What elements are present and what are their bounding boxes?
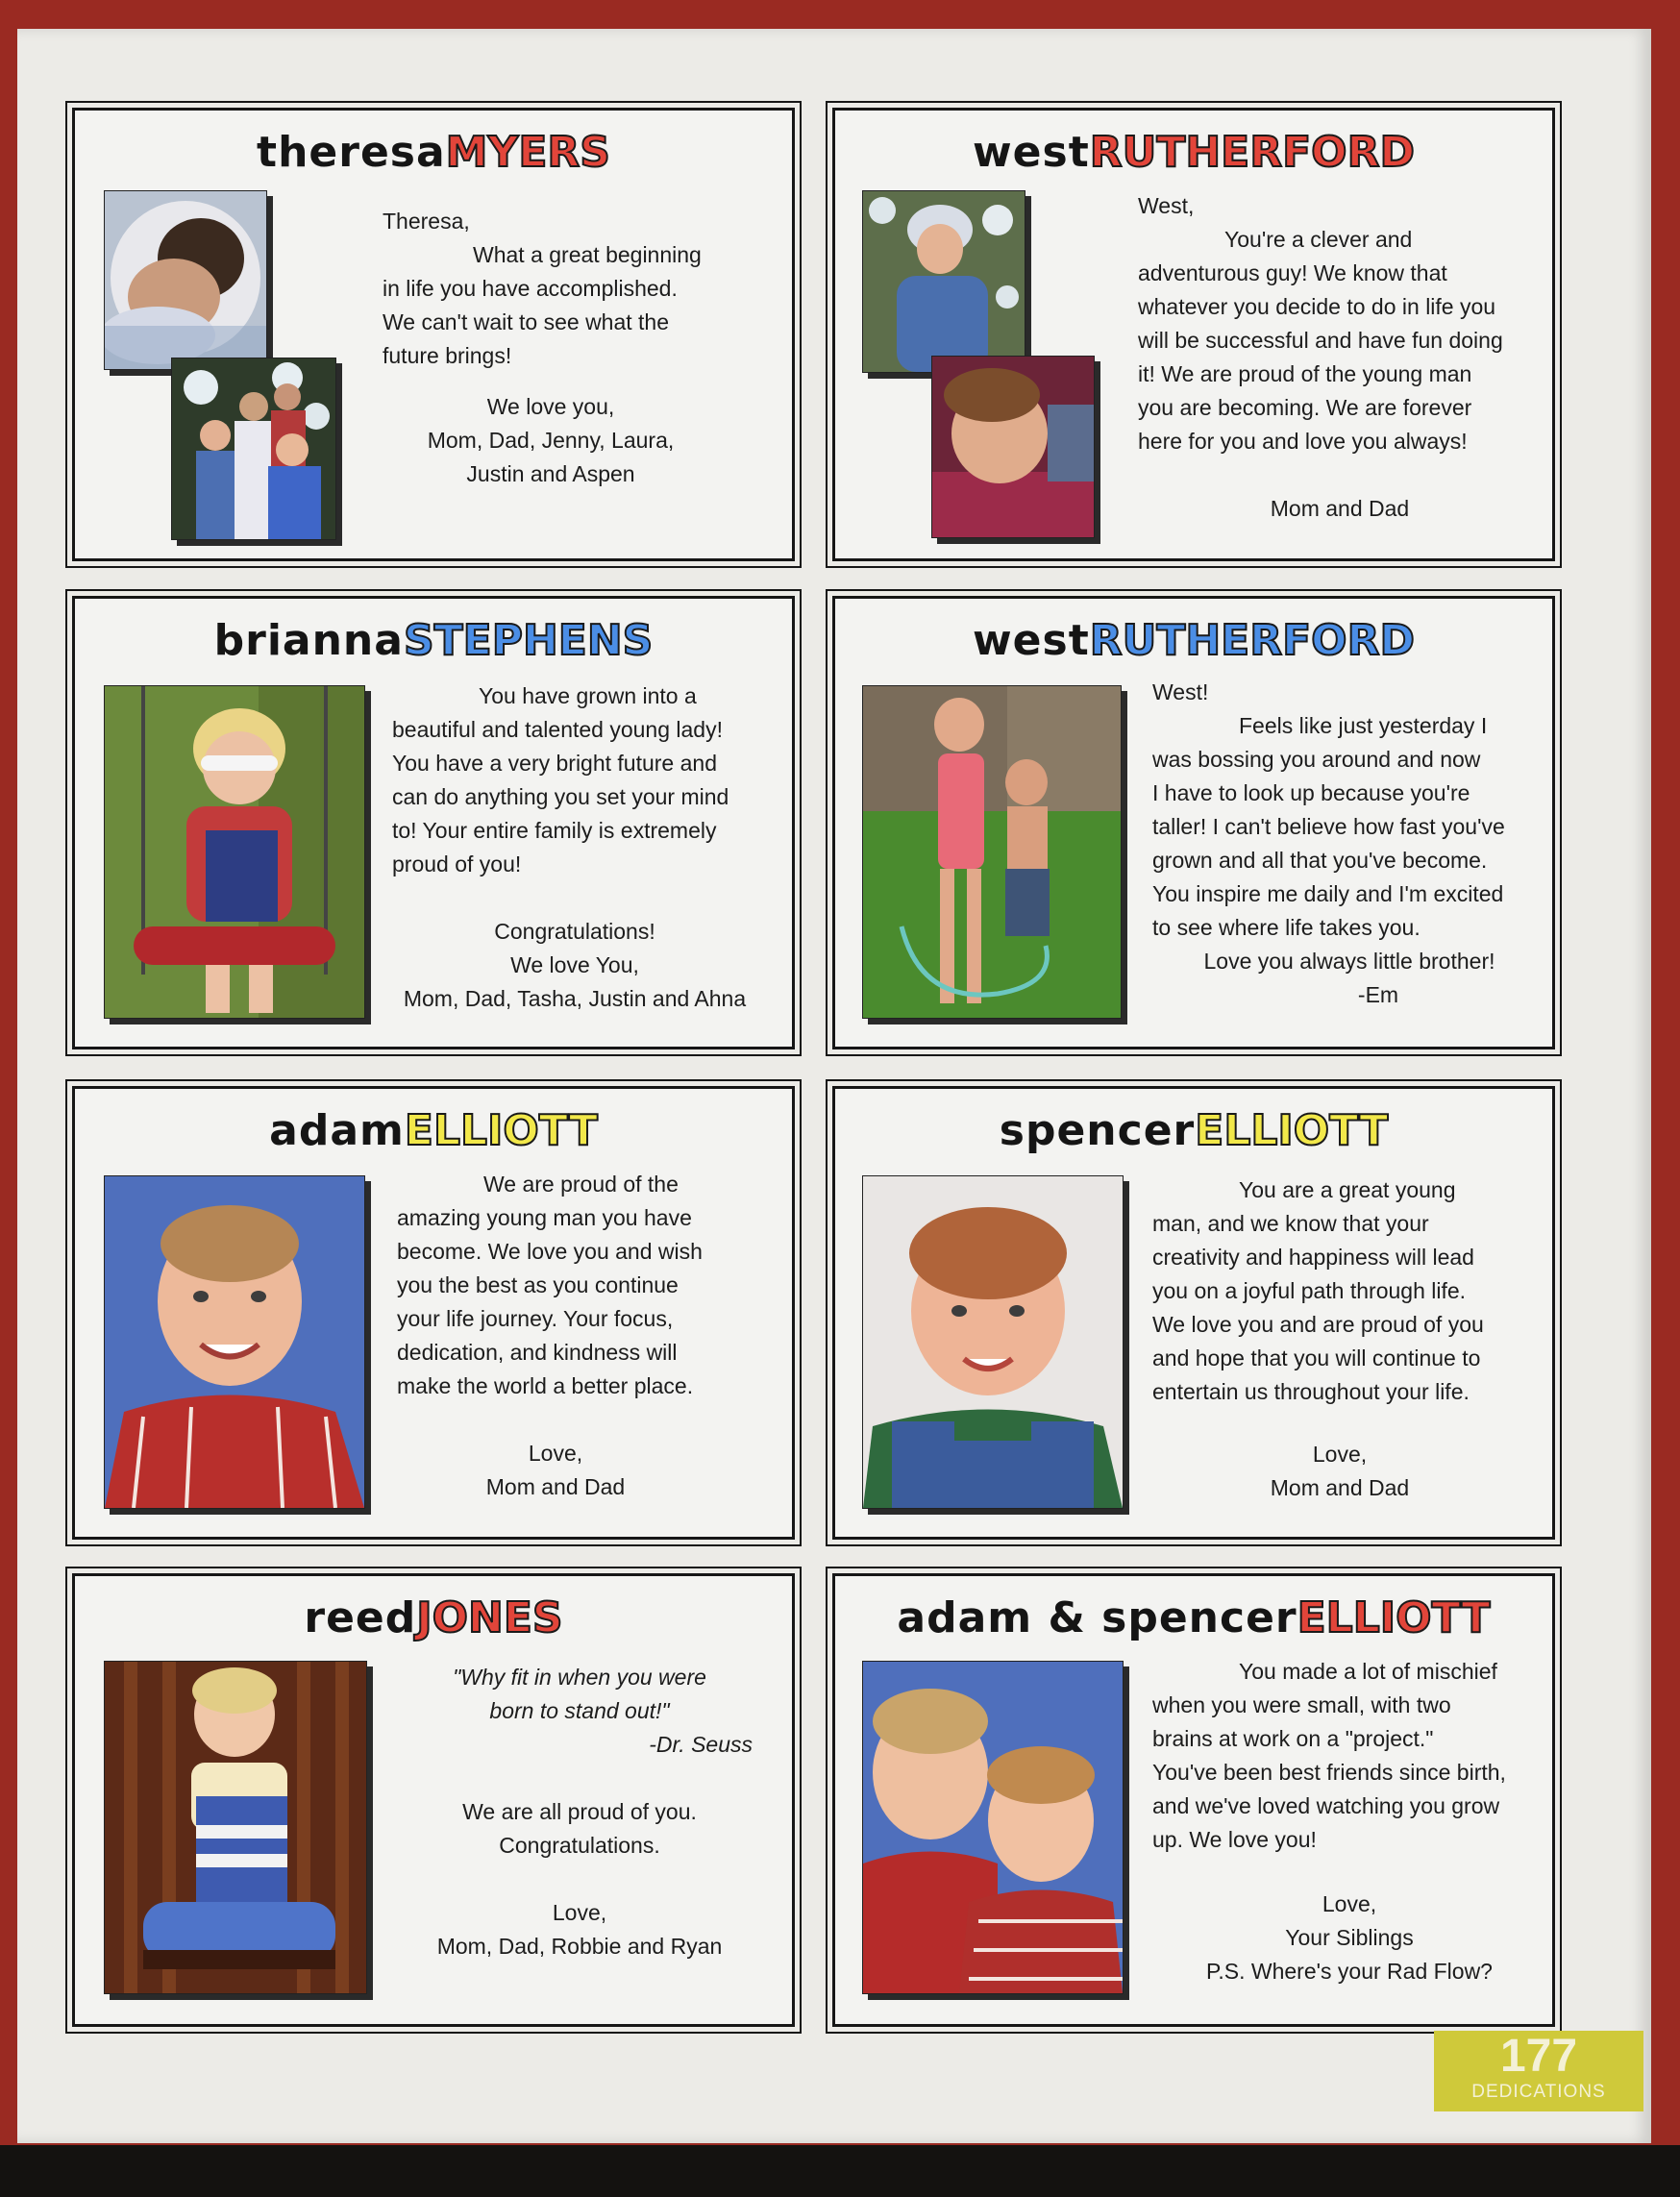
message-line: taller! I can't believe how fast you've (1152, 814, 1505, 839)
message-line: adventurous guy! We know that (1138, 260, 1447, 285)
dedication-card-theresa-myers (72, 108, 795, 561)
message-line: in life you have accomplished. (383, 276, 678, 301)
dedication-message (1138, 189, 1542, 526)
title-last-name: ELLIOTT (1297, 1593, 1491, 1642)
message-line: Congratulations. (499, 1833, 660, 1858)
baby-photo (104, 190, 267, 370)
reed-chair-photo (104, 1661, 367, 1994)
message-line: I have to look up because you're (1152, 780, 1470, 805)
title-first-name: adam (269, 1106, 405, 1155)
quote-line: "Why fit in when you were (453, 1665, 706, 1690)
message-line: future brings! (383, 343, 512, 368)
child-snow-photo (862, 190, 1025, 373)
title-last-name: ELLIOTT (1195, 1106, 1389, 1155)
title-first-name: spencer (999, 1106, 1196, 1155)
message-line: What a great beginning (473, 242, 702, 267)
message-line: You made a lot of mischief (1239, 1659, 1497, 1684)
title-first-name: west (973, 616, 1090, 665)
signature-line: Mom and Dad (1270, 496, 1410, 521)
title-last-name: MYERS (445, 128, 610, 177)
message-line: You've been best friends since birth, (1152, 1760, 1506, 1785)
spacer (392, 1863, 767, 1896)
spacer (1152, 1857, 1546, 1888)
message-line: We are proud of the (483, 1172, 679, 1197)
message-line: You have a very bright future and (392, 751, 717, 776)
message-line: your life journey. Your focus, (397, 1306, 674, 1331)
page-bottom-shadow (0, 2145, 1680, 2197)
message-line: You inspire me daily and I'm excited (1152, 881, 1504, 906)
message-line: proud of you! (392, 852, 522, 876)
message-line: amazing young man you have (397, 1205, 692, 1230)
section-label: DEDICATIONS (1471, 2082, 1606, 2102)
title-last-name: RUTHERFORD (1089, 128, 1415, 177)
message-line: can do anything you set your mind (392, 784, 729, 809)
message-line: here for you and love you always! (1138, 429, 1468, 454)
dedication-card-adam-elliott (72, 1086, 795, 1540)
message-line: brains at work on a "project." (1152, 1726, 1434, 1751)
signoff-line: We love You, (510, 952, 639, 977)
message-line: make the world a better place. (397, 1373, 694, 1398)
message-line: you on a joyful path through life. (1152, 1278, 1467, 1303)
spacer (392, 881, 757, 915)
message-line: it! We are proud of the young man (1138, 361, 1472, 386)
dedication-card-brianna-stephens (72, 596, 795, 1049)
quote-line: born to stand out!" (489, 1698, 670, 1723)
signoff-line: Love, (552, 1900, 607, 1925)
title-first-name: west (973, 128, 1090, 177)
brothers-portrait-photo (862, 1661, 1124, 1994)
dedication-card-west-rutherford-2 (832, 596, 1555, 1049)
message-line: Feels like just yesterday I (1239, 713, 1488, 738)
greeting-line: West, (1138, 193, 1195, 218)
message-line: You're a clever and (1224, 227, 1413, 252)
card-title (835, 1106, 1552, 1155)
dedication-message (1152, 676, 1546, 1012)
quote-attribution: -Dr. Seuss (649, 1732, 753, 1757)
message-line: We can't wait to see what the (383, 309, 670, 334)
dedication-card-west-rutherford-1 (832, 108, 1555, 561)
message-line: become. We love you and wish (397, 1239, 703, 1264)
signature-line: Mom and Dad (485, 1474, 626, 1499)
spacer (383, 373, 757, 390)
title-first-name: brianna (213, 616, 404, 665)
card-title (75, 616, 792, 665)
dedication-message (383, 205, 757, 491)
message-line: beautiful and talented young lady! (392, 717, 723, 742)
dedication-message (392, 1661, 767, 1963)
message-line: when you were small, with two (1152, 1692, 1451, 1717)
dedication-message (397, 1168, 753, 1504)
message-line: whatever you decide to do in life you (1138, 294, 1496, 319)
card-title (75, 128, 792, 177)
card-title (835, 616, 1552, 665)
message-line: was bossing you around and now (1152, 747, 1481, 772)
signoff-line: Congratulations! (494, 919, 655, 944)
message-line: you are becoming. We are forever (1138, 395, 1472, 420)
dedication-message (1152, 1655, 1546, 1988)
message-line: You are a great young (1239, 1177, 1456, 1202)
signature-line: Mom and Dad (1270, 1475, 1410, 1500)
card-title (75, 1593, 792, 1642)
signature-line: Your Siblings (1285, 1925, 1414, 1950)
dedication-message (392, 679, 757, 1016)
boy-smiling-photo (931, 356, 1095, 538)
message-line: to see where life takes you. (1152, 915, 1421, 940)
message-line: We love you and are proud of you (1152, 1312, 1484, 1337)
message-line: You have grown into a (479, 683, 697, 708)
message-line: We are all proud of you. (462, 1799, 697, 1824)
signature-line: Justin and Aspen (466, 461, 635, 486)
title-last-name: JONES (416, 1593, 563, 1642)
title-last-name: STEPHENS (403, 616, 654, 665)
postscript-line: P.S. Where's your Rad Flow? (1206, 1959, 1493, 1984)
message-line: creativity and happiness will lead (1152, 1245, 1474, 1270)
spencer-portrait-photo (862, 1175, 1124, 1509)
message-line: dedication, and kindness will (397, 1340, 678, 1365)
message-line: to! Your entire family is extremely (392, 818, 717, 843)
message-line: entertain us throughout your life. (1152, 1379, 1470, 1404)
dedication-card-reed-jones (72, 1573, 795, 2027)
signature-line: Mom, Dad, Tasha, Justin and Ahna (403, 986, 747, 1011)
signature-line: -Em (1357, 982, 1399, 1007)
signoff-line: Love, (1322, 1891, 1377, 1916)
signoff-line: Love, (528, 1441, 583, 1466)
adam-portrait-photo (104, 1175, 365, 1509)
signoff-line: We love you, (486, 394, 615, 419)
card-title (835, 1593, 1552, 1642)
spacer (1152, 1409, 1537, 1438)
message-line: grown and all that you've become. (1152, 848, 1488, 873)
siblings-hose-photo (862, 685, 1122, 1019)
message-line: will be successful and have fun doing (1138, 328, 1503, 353)
dedication-message (1152, 1173, 1537, 1505)
page-number: 177 (1499, 2031, 1578, 2082)
spacer (392, 1762, 767, 1795)
signoff-line: Love you always little brother! (1203, 949, 1495, 974)
signature-line: Mom, Dad, Robbie and Ryan (436, 1934, 723, 1959)
message-line: and we've loved watching you grow (1152, 1793, 1500, 1818)
spacer (397, 1403, 753, 1437)
dedication-card-adam-spencer-elliott (832, 1573, 1555, 2027)
signoff-line: Love, (1312, 1442, 1368, 1467)
signature-line: Mom, Dad, Jenny, Laura, (427, 428, 675, 453)
spacer (1138, 458, 1542, 492)
title-first-name: adam & spencer (897, 1593, 1297, 1642)
message-line: you the best as you continue (397, 1272, 679, 1297)
title-first-name: reed (304, 1593, 417, 1642)
card-title (75, 1106, 792, 1155)
greeting-line: Theresa, (383, 209, 470, 234)
title-last-name: RUTHERFORD (1089, 616, 1415, 665)
title-last-name: ELLIOTT (404, 1106, 598, 1155)
message-line: man, and we know that your (1152, 1211, 1429, 1236)
message-line: up. We love you! (1152, 1827, 1317, 1852)
message-line: and hope that you will continue to (1152, 1345, 1481, 1370)
greeting-line: West! (1152, 679, 1209, 704)
girl-swing-photo (104, 685, 365, 1019)
title-first-name: theresa (257, 128, 446, 177)
dedication-card-spencer-elliott (832, 1086, 1555, 1540)
card-title (835, 128, 1552, 177)
family-photo (171, 358, 336, 540)
